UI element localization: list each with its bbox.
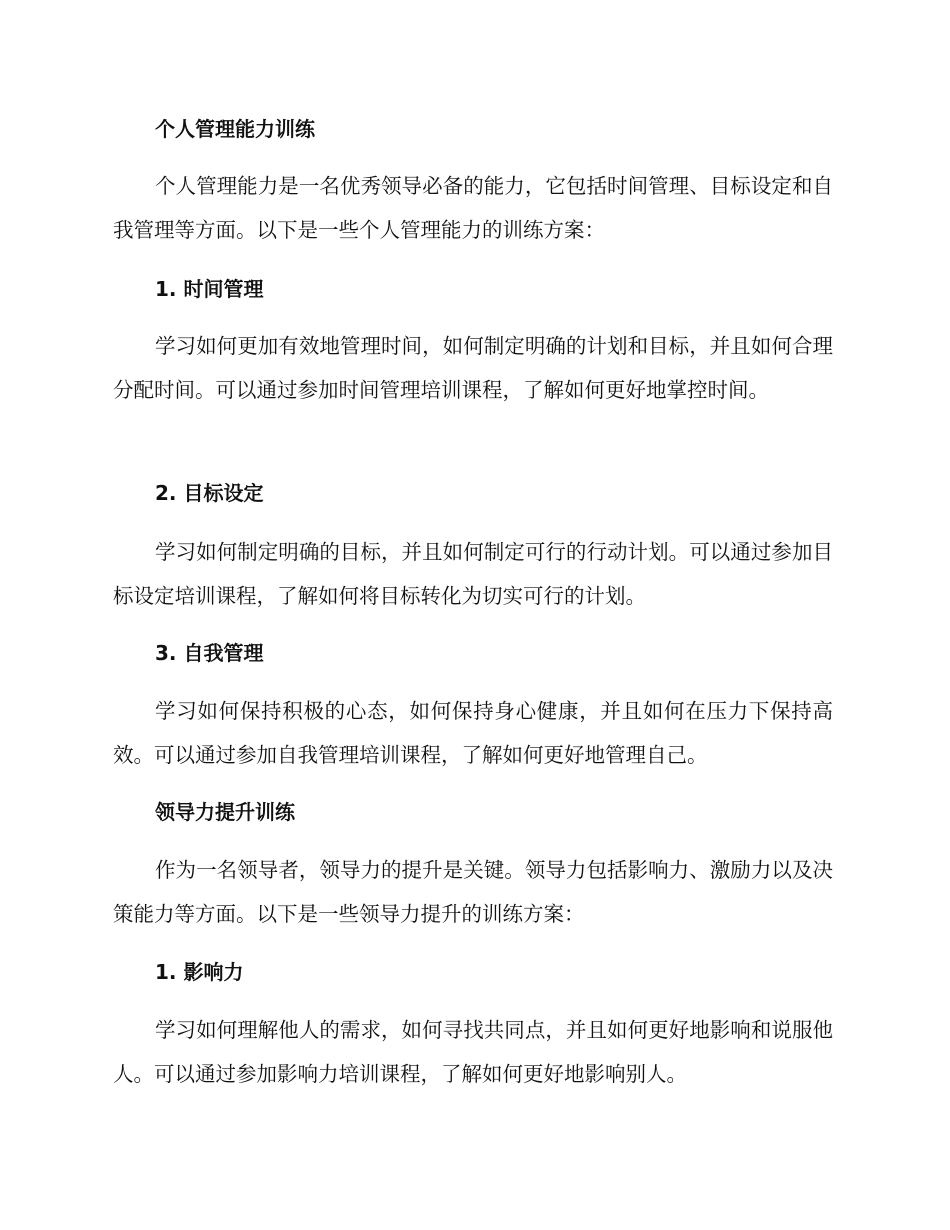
section-intro-leadership: 作为一名领导者，领导力的提升是关键。领导力包括影响力、激励力以及决策能力等方面。以下是一些领导力提升的训练方案： — [113, 858, 833, 926]
section-heading-personal-management: 个人管理能力训练 — [155, 117, 315, 141]
item-body-time-management: 学习如何更加有效地管理时间，如何制定明确的计划和目标，并且如何合理分配时间。可以通过参加时间管理培训课程，了解如何更好地掌控时间。 — [113, 334, 833, 402]
item-title-influence: 1. 影响力 — [155, 960, 244, 984]
item-body-goal-setting: 学习如何制定明确的目标，并且如何制定可行的行动计划。可以通过参加目标设定培训课程，了解如何将目标转化为切实可行的计划。 — [113, 540, 833, 608]
item-body-influence: 学习如何理解他人的需求，如何寻找共同点，并且如何更好地影响和说服他人。可以通过参加影响力培训课程，了解如何更好地影响别人。 — [113, 1018, 833, 1086]
section-intro-personal-management: 个人管理能力是一名优秀领导必备的能力，它包括时间管理、目标设定和自我管理等方面。以下是一些个人管理能力的训练方案： — [113, 174, 833, 242]
section-heading-leadership: 领导力提升训练 — [155, 800, 295, 824]
item-body-self-management: 学习如何保持积极的心态，如何保持身心健康，并且如何在压力下保持高效。可以通过参加自我管理培训课程，了解如何更好地管理自己。 — [113, 699, 833, 767]
item-title-time-management: 1. 时间管理 — [155, 277, 264, 301]
item-title-self-management: 3. 自我管理 — [155, 641, 264, 665]
item-title-goal-setting: 2. 目标设定 — [155, 481, 264, 505]
